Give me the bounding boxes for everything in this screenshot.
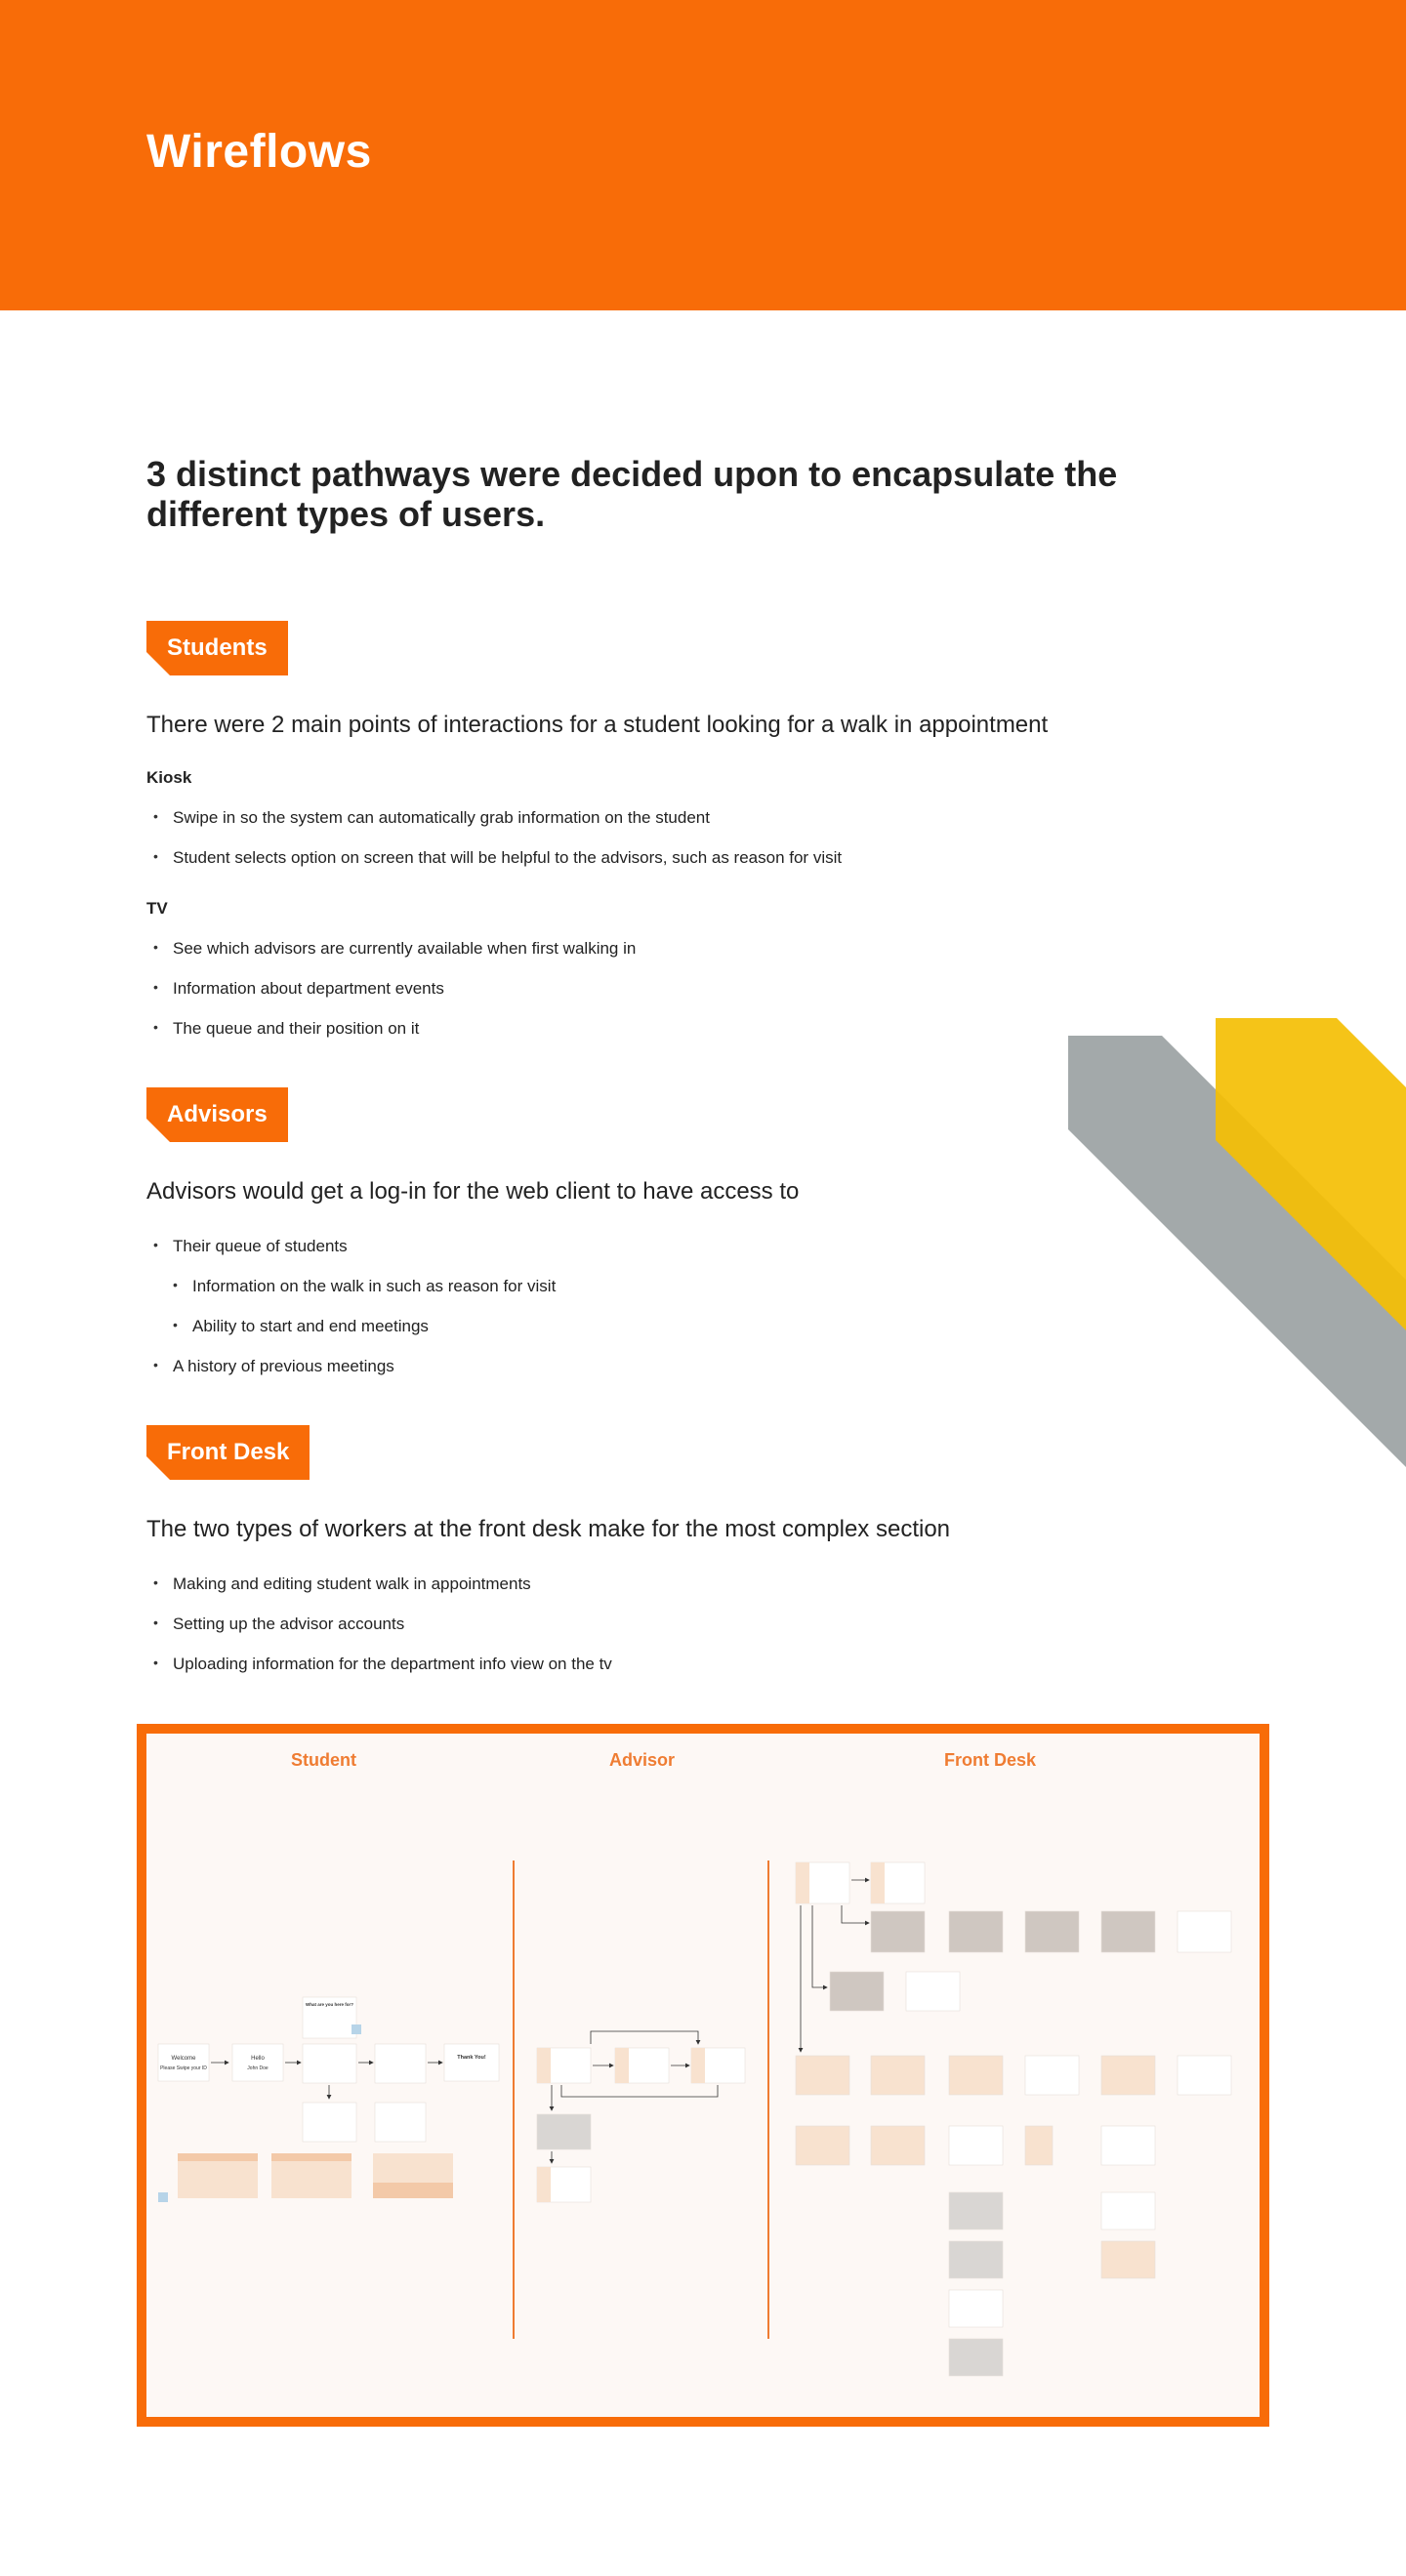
name-text: John Doe bbox=[247, 2065, 269, 2071]
front-desk-tag: Front Desk bbox=[146, 1425, 310, 1480]
welcome-text: Welcome bbox=[171, 2056, 196, 2062]
student-flow bbox=[158, 1997, 499, 2202]
front-desk-lead: The two types of workers at the front desk make for the most complex section bbox=[146, 1516, 951, 1542]
advisors-lead: Advisors would get a log-in for the web client to have access to bbox=[146, 1178, 800, 1205]
column-title-student: Student bbox=[291, 1750, 356, 1770]
wireflow-panel bbox=[137, 1724, 1269, 2427]
advisors-subitem: • Ability to start and end meetings bbox=[173, 1317, 429, 1336]
intro-heading: 3 distinct pathways were decided upon to encapsulate the different types of users. bbox=[146, 454, 1118, 534]
kiosk-item: • Student selects option on screen that will be helpful to the advisors, such as reason for visit bbox=[153, 848, 842, 868]
swipe-text: Please Swipe your ID bbox=[160, 2065, 207, 2071]
thanks-text: Thank You! bbox=[457, 2055, 486, 2061]
advisors-item: • A history of previous meetings bbox=[153, 1357, 394, 1376]
front-desk-item: • Making and editing student walk in appointments bbox=[153, 1574, 531, 1594]
tv-item: • The queue and their position on it bbox=[153, 1019, 419, 1039]
advisors-subitem: • Information on the walk in such as reason for visit bbox=[173, 1277, 556, 1296]
wireflow-diagram bbox=[146, 1734, 1260, 2417]
tv-label: TV bbox=[146, 899, 168, 918]
front-desk-flow bbox=[796, 1862, 1231, 2376]
students-lead: There were 2 main points of interactions for a student looking for a walk in appointment bbox=[146, 712, 1049, 738]
column-title-front-desk: Front Desk bbox=[944, 1750, 1037, 1770]
advisor-flow bbox=[537, 2031, 745, 2202]
decorative-stripes bbox=[1068, 1018, 1406, 1467]
kiosk-label: Kiosk bbox=[146, 768, 192, 787]
hello-text: Hello bbox=[251, 2056, 265, 2062]
tv-item: • See which advisors are currently available when first walking in bbox=[153, 939, 636, 959]
front-desk-item: • Uploading information for the department info view on the tv bbox=[153, 1655, 612, 1674]
page-title: Wireflows bbox=[146, 126, 372, 178]
advisors-tag: Advisors bbox=[146, 1087, 288, 1142]
hero-banner bbox=[0, 0, 1406, 310]
tv-item: • Information about department events bbox=[153, 979, 444, 999]
students-tag: Students bbox=[146, 621, 288, 675]
kiosk-item: • Swipe in so the system can automatically grab information on the student bbox=[153, 808, 710, 828]
advisors-item: • Their queue of students bbox=[153, 1237, 348, 1256]
column-title-advisor: Advisor bbox=[609, 1750, 676, 1770]
front-desk-item: • Setting up the advisor accounts bbox=[153, 1615, 404, 1634]
question-text: What are you here for? bbox=[306, 2002, 354, 2007]
